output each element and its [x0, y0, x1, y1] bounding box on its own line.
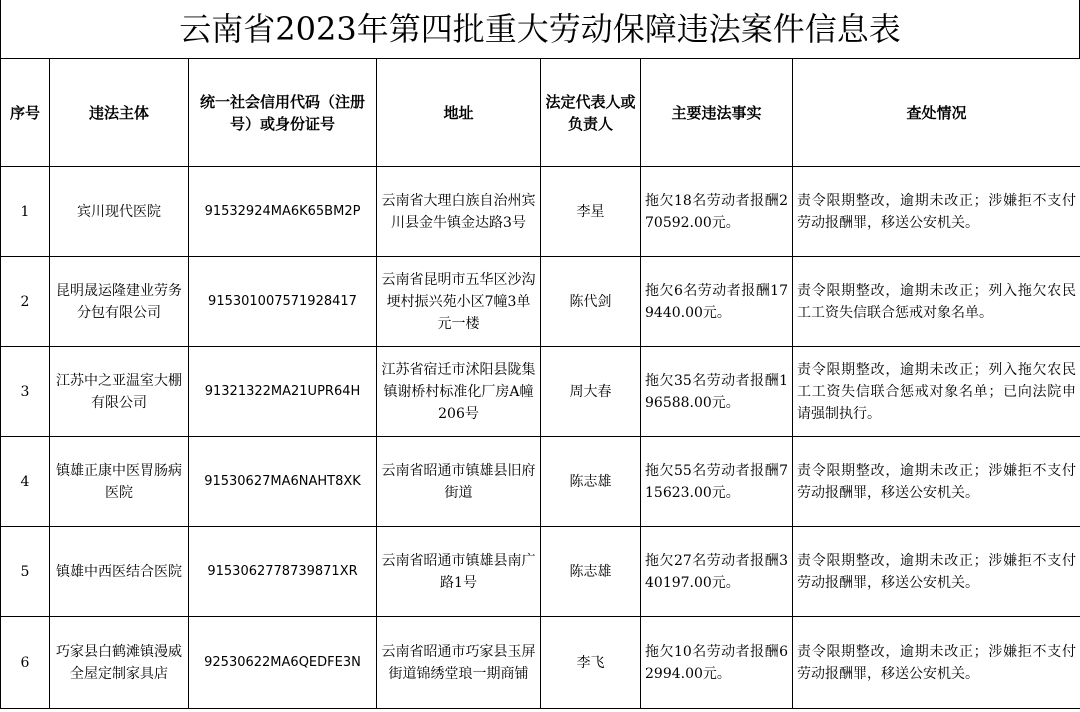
cell-fact: 拖欠6名劳动者报酬179440.00元。 [641, 257, 793, 347]
table-row [1, 617, 1080, 709]
cell-no: 1 [1, 167, 50, 257]
cell-address: 云南省大理白族自治州宾川县金牛镇金达路3号 [377, 167, 541, 257]
cell-code: 91530627MA6NAHT8XK [189, 437, 377, 527]
cell-rep: 陈志雄 [541, 527, 641, 617]
cell-address: 云南省昭通市镇雄县旧府街道 [377, 437, 541, 527]
cell-fact: 拖欠18名劳动者报酬270592.00元。 [641, 167, 793, 257]
header-row [1, 59, 1080, 167]
cell-code: 9153062778739871XR [189, 527, 377, 617]
cell-subject: 昆明晟运隆建业劳务分包有限公司 [50, 257, 189, 347]
document-title: 云南省2023年第四批重大劳动保障违法案件信息表 [0, 0, 1080, 58]
cell-rep: 陈志雄 [541, 437, 641, 527]
cell-code: 92530622MA6QEDFE3N [189, 617, 377, 709]
header-rep: 法定代表人或负责人 [541, 59, 641, 167]
cell-address: 江苏省宿迁市沭阳县陇集镇谢桥村标准化厂房A幢206号 [377, 347, 541, 437]
cell-code: 91532924MA6K65BM2P [189, 167, 377, 257]
table-row [1, 257, 1080, 347]
table-row [1, 437, 1080, 527]
cell-result: 责令限期整改，逾期未改正；列入拖欠农民工工资失信联合惩戒对象名单。 [793, 257, 1080, 347]
cell-subject: 巧家县白鹤滩镇漫威全屋定制家具店 [50, 617, 189, 709]
header-fact: 主要违法事实 [641, 59, 793, 167]
table-row [1, 527, 1080, 617]
cell-no: 4 [1, 437, 50, 527]
header-subject: 违法主体 [50, 59, 189, 167]
header-result: 查处情况 [793, 59, 1080, 167]
cell-fact: 拖欠55名劳动者报酬715623.00元。 [641, 437, 793, 527]
header-address: 地址 [377, 59, 541, 167]
cell-rep: 李飞 [541, 617, 641, 709]
cell-result: 责令限期整改，逾期未改正；列入拖欠农民工工资失信联合惩戒对象名单；已向法院申请强制执行。 [793, 347, 1080, 437]
table-row [1, 347, 1080, 437]
header-code: 统一社会信用代码（注册号）或身份证号 [189, 59, 377, 167]
header-no: 序号 [1, 59, 50, 167]
cell-result: 责令限期整改，逾期未改正；涉嫌拒不支付劳动报酬罪，移送公安机关。 [793, 617, 1080, 709]
table-row [1, 167, 1080, 257]
cell-code: 91321322MA21UPR64H [189, 347, 377, 437]
cell-code: 915301007571928417 [189, 257, 377, 347]
cell-subject: 镇雄正康中医胃肠病医院 [50, 437, 189, 527]
table-header [1, 59, 1080, 167]
cell-result: 责令限期整改，逾期未改正；涉嫌拒不支付劳动报酬罪，移送公安机关。 [793, 437, 1080, 527]
cell-result: 责令限期整改，逾期未改正；涉嫌拒不支付劳动报酬罪，移送公安机关。 [793, 527, 1080, 617]
cell-rep: 陈代剑 [541, 257, 641, 347]
cell-rep: 李星 [541, 167, 641, 257]
cell-no: 5 [1, 527, 50, 617]
cell-fact: 拖欠10名劳动者报酬62994.00元。 [641, 617, 793, 709]
cell-address: 云南省昭通市镇雄县南广路1号 [377, 527, 541, 617]
cell-subject: 江苏中之亚温室大棚有限公司 [50, 347, 189, 437]
cell-no: 2 [1, 257, 50, 347]
cell-subject: 镇雄中西医结合医院 [50, 527, 189, 617]
cell-fact: 拖欠27名劳动者报酬340197.00元。 [641, 527, 793, 617]
cell-result: 责令限期整改，逾期未改正；涉嫌拒不支付劳动报酬罪，移送公安机关。 [793, 167, 1080, 257]
cell-no: 6 [1, 617, 50, 709]
case-table [0, 58, 1080, 709]
cell-subject: 宾川现代医院 [50, 167, 189, 257]
table-body [1, 167, 1080, 709]
cell-address: 云南省昆明市五华区沙沟埂村振兴苑小区7幢3单元一楼 [377, 257, 541, 347]
cell-fact: 拖欠35名劳动者报酬196588.00元。 [641, 347, 793, 437]
cell-rep: 周大春 [541, 347, 641, 437]
cell-no: 3 [1, 347, 50, 437]
cell-address: 云南省昭通市巧家县玉屏街道锦绣堂琅一期商铺 [377, 617, 541, 709]
